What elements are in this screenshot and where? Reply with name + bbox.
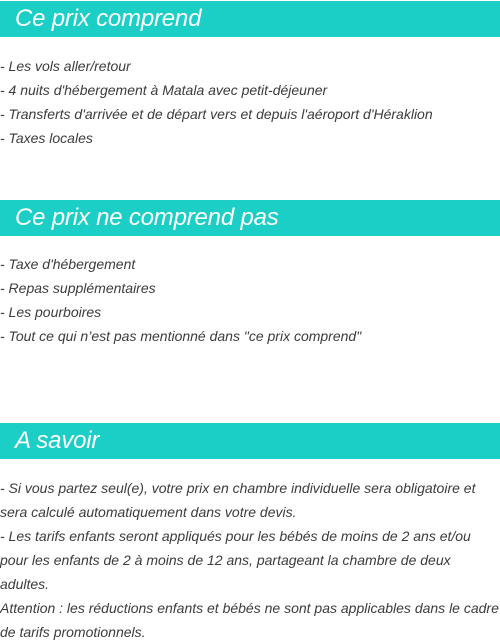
info-paragraph: - Si vous partez seul(e), votre prix en chambre individuelle sera obligatoire et sera calculé automatiquement dans votre devis. [0, 480, 476, 520]
section-header-included [0, 1, 500, 37]
info-paragraph: - Les tarifs enfants seront appliqués pour les bébés de moins de 2 ans et/ou pour les enfants de 2 à moins de 12 ans, partageant la chambre de deux adultes. [0, 528, 471, 592]
list-item: - Tout ce qui n’est pas mentionné dans "ce prix comprend" [0, 328, 362, 344]
info-paragraph: Attention : les réductions enfants et bébés ne sont pas applicables dans le cadre de tarifs promotionnels. [0, 600, 499, 640]
list-item: - Transferts d'arrivée et de départ vers et depuis l'aéroport d'Héraklion [0, 106, 433, 122]
list-item: - Taxe d'hébergement [0, 256, 136, 272]
section-header-not-included [0, 200, 500, 236]
section-title-to-know: A savoir [15, 427, 100, 454]
included-list [0, 54, 500, 150]
to-know-text [0, 476, 500, 644]
section-header-to-know [0, 423, 500, 459]
list-item: - Repas supplémentaires [0, 280, 156, 296]
list-item: - 4 nuits d'hébergement à Matala avec petit-déjeuner [0, 82, 328, 98]
section-title-included: Ce prix comprend [15, 5, 202, 32]
section-title-not-included: Ce prix ne comprend pas [15, 204, 279, 231]
not-included-list [0, 252, 500, 348]
list-item: - Taxes locales [0, 130, 93, 146]
list-item: - Les pourboires [0, 304, 102, 320]
list-item: - Les vols aller/retour [0, 58, 131, 74]
